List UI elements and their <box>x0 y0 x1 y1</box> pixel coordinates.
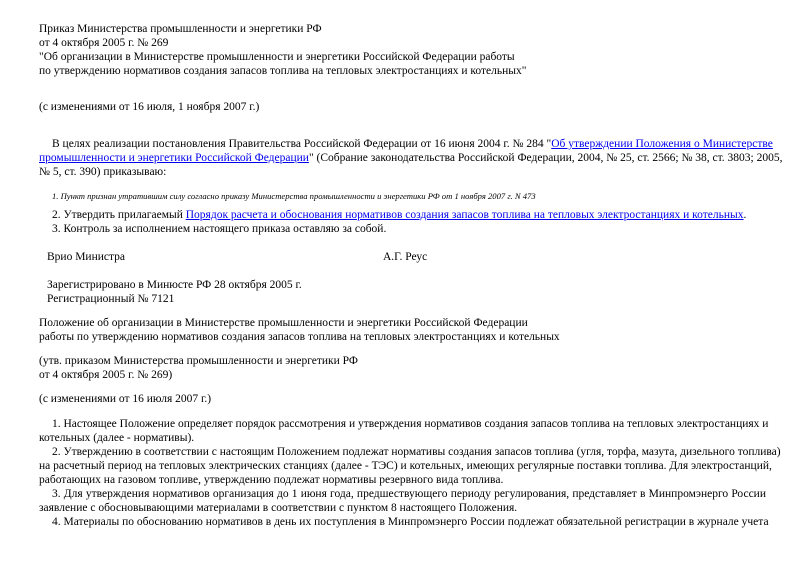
registration-line-2: Регистрационный № 7121 <box>47 293 175 305</box>
preamble-text-2: " (Собрание законодательства Российской Федерации, 2004, № 25, ст. 2566; № 38, ст. 3803; 2005, <box>308 152 783 164</box>
regulation-approved-1: (утв. приказом Министерства промышленности и энергетики РФ <box>39 355 358 367</box>
procedure-link[interactable]: Порядок расчета и обоснования нормативов создания запасов топлива на тепловых электростанциях и котельных <box>185 209 744 221</box>
item-2-prefix: 2. Утвердить прилагаемый <box>52 209 186 221</box>
paragraph-2-line-1: 2. Утверждению в соответствии с настоящим Положением подлежат нормативы создания запасов топлива (угля, торфа, мазута, дизельного топлива) <box>52 446 781 458</box>
registration-line-1: Зарегистрировано в Минюсте РФ 28 октября 2005 г. <box>47 279 302 291</box>
preamble-line-3: № 5, ст. 390) приказываю: <box>39 166 167 178</box>
header-line-4: по утверждению нормативов создания запасов топлива на тепловых электростанциях и котельных" <box>39 65 527 77</box>
preamble-line-2 <box>39 151 783 165</box>
header-line-2: от 4 октября 2005 г. № 269 <box>39 37 169 49</box>
preamble-text: В целях реализации постановления Правительства Российской Федерации от 16 июня 2004 г. № 284 " <box>52 138 552 150</box>
paragraph-3-line-2: заявление с обосновывающими материалами в соответствии с пунктом 8 настоящего Положения. <box>39 502 518 514</box>
paragraph-1-line-1: 1. Настоящее Положение определяет порядок рассмотрения и утверждения нормативов создания запасов топлива на тепловых электростанциях и <box>52 418 769 430</box>
item-1 <box>52 189 536 203</box>
header-line-3: "Об организации в Министерстве промышленности и энергетики Российской Федерации работы <box>39 51 515 63</box>
paragraph-2-line-3: работающих на газовом топливе, утверждению подлежат нормативы резервного вида топлива. <box>39 474 504 486</box>
preamble-line-1 <box>52 137 773 151</box>
item-3: 3. Контроль за исполнением настоящего приказа оставляю за собой. <box>52 223 387 235</box>
item-2-suffix: . <box>743 209 747 221</box>
item-2 <box>52 208 746 222</box>
paragraph-3-line-1: 3. Для утверждения нормативов организация до 1 июня года, предшествующего периоду регулирования, представляет в Минпромэнерго России <box>52 488 766 500</box>
item-1-text: 1. Пункт признан утратившим силу согласно приказу Министерства промышленности и энергетики РФ от 1 ноября 2007 г. N 473 <box>52 191 536 201</box>
regulation-title-2: работы по утверждению нормативов создания запасов топлива на тепловых электростанциях и котельных <box>39 331 560 343</box>
regulation-link-part-2[interactable]: промышленности и энергетики Российской Федерации <box>39 152 309 164</box>
signature-name: А.Г. Реус <box>383 251 428 263</box>
paragraph-2-line-2: на расчетный период на тепловых электрических станциях (далее - ТЭС) и котельных, имеющих регулярные поставки топлива. Для электростанций, <box>39 460 772 472</box>
regulation-approved-2: от 4 октября 2005 г. № 269) <box>39 369 173 381</box>
paragraph-4-line-1: 4. Материалы по обоснованию нормативов в день их поступления в Минпромэнерго России подлежат обязательной регистрации в журнале учета <box>52 516 769 528</box>
header-changes: (с изменениями от 16 июля, 1 ноября 2007 г.) <box>39 101 260 113</box>
regulation-link-part-1[interactable]: Об утверждении Положения о Министерстве <box>551 138 773 150</box>
header-line-1: Приказ Министерства промышленности и энергетики РФ <box>39 23 322 35</box>
regulation-changes: (с изменениями от 16 июля 2007 г.) <box>39 393 212 405</box>
paragraph-1-line-2: котельных (далее - нормативы). <box>39 432 195 444</box>
signature-title: Врио Министра <box>47 251 126 263</box>
regulation-title-1: Положение об организации в Министерстве промышленности и энергетики Российской Федерации <box>39 317 528 329</box>
